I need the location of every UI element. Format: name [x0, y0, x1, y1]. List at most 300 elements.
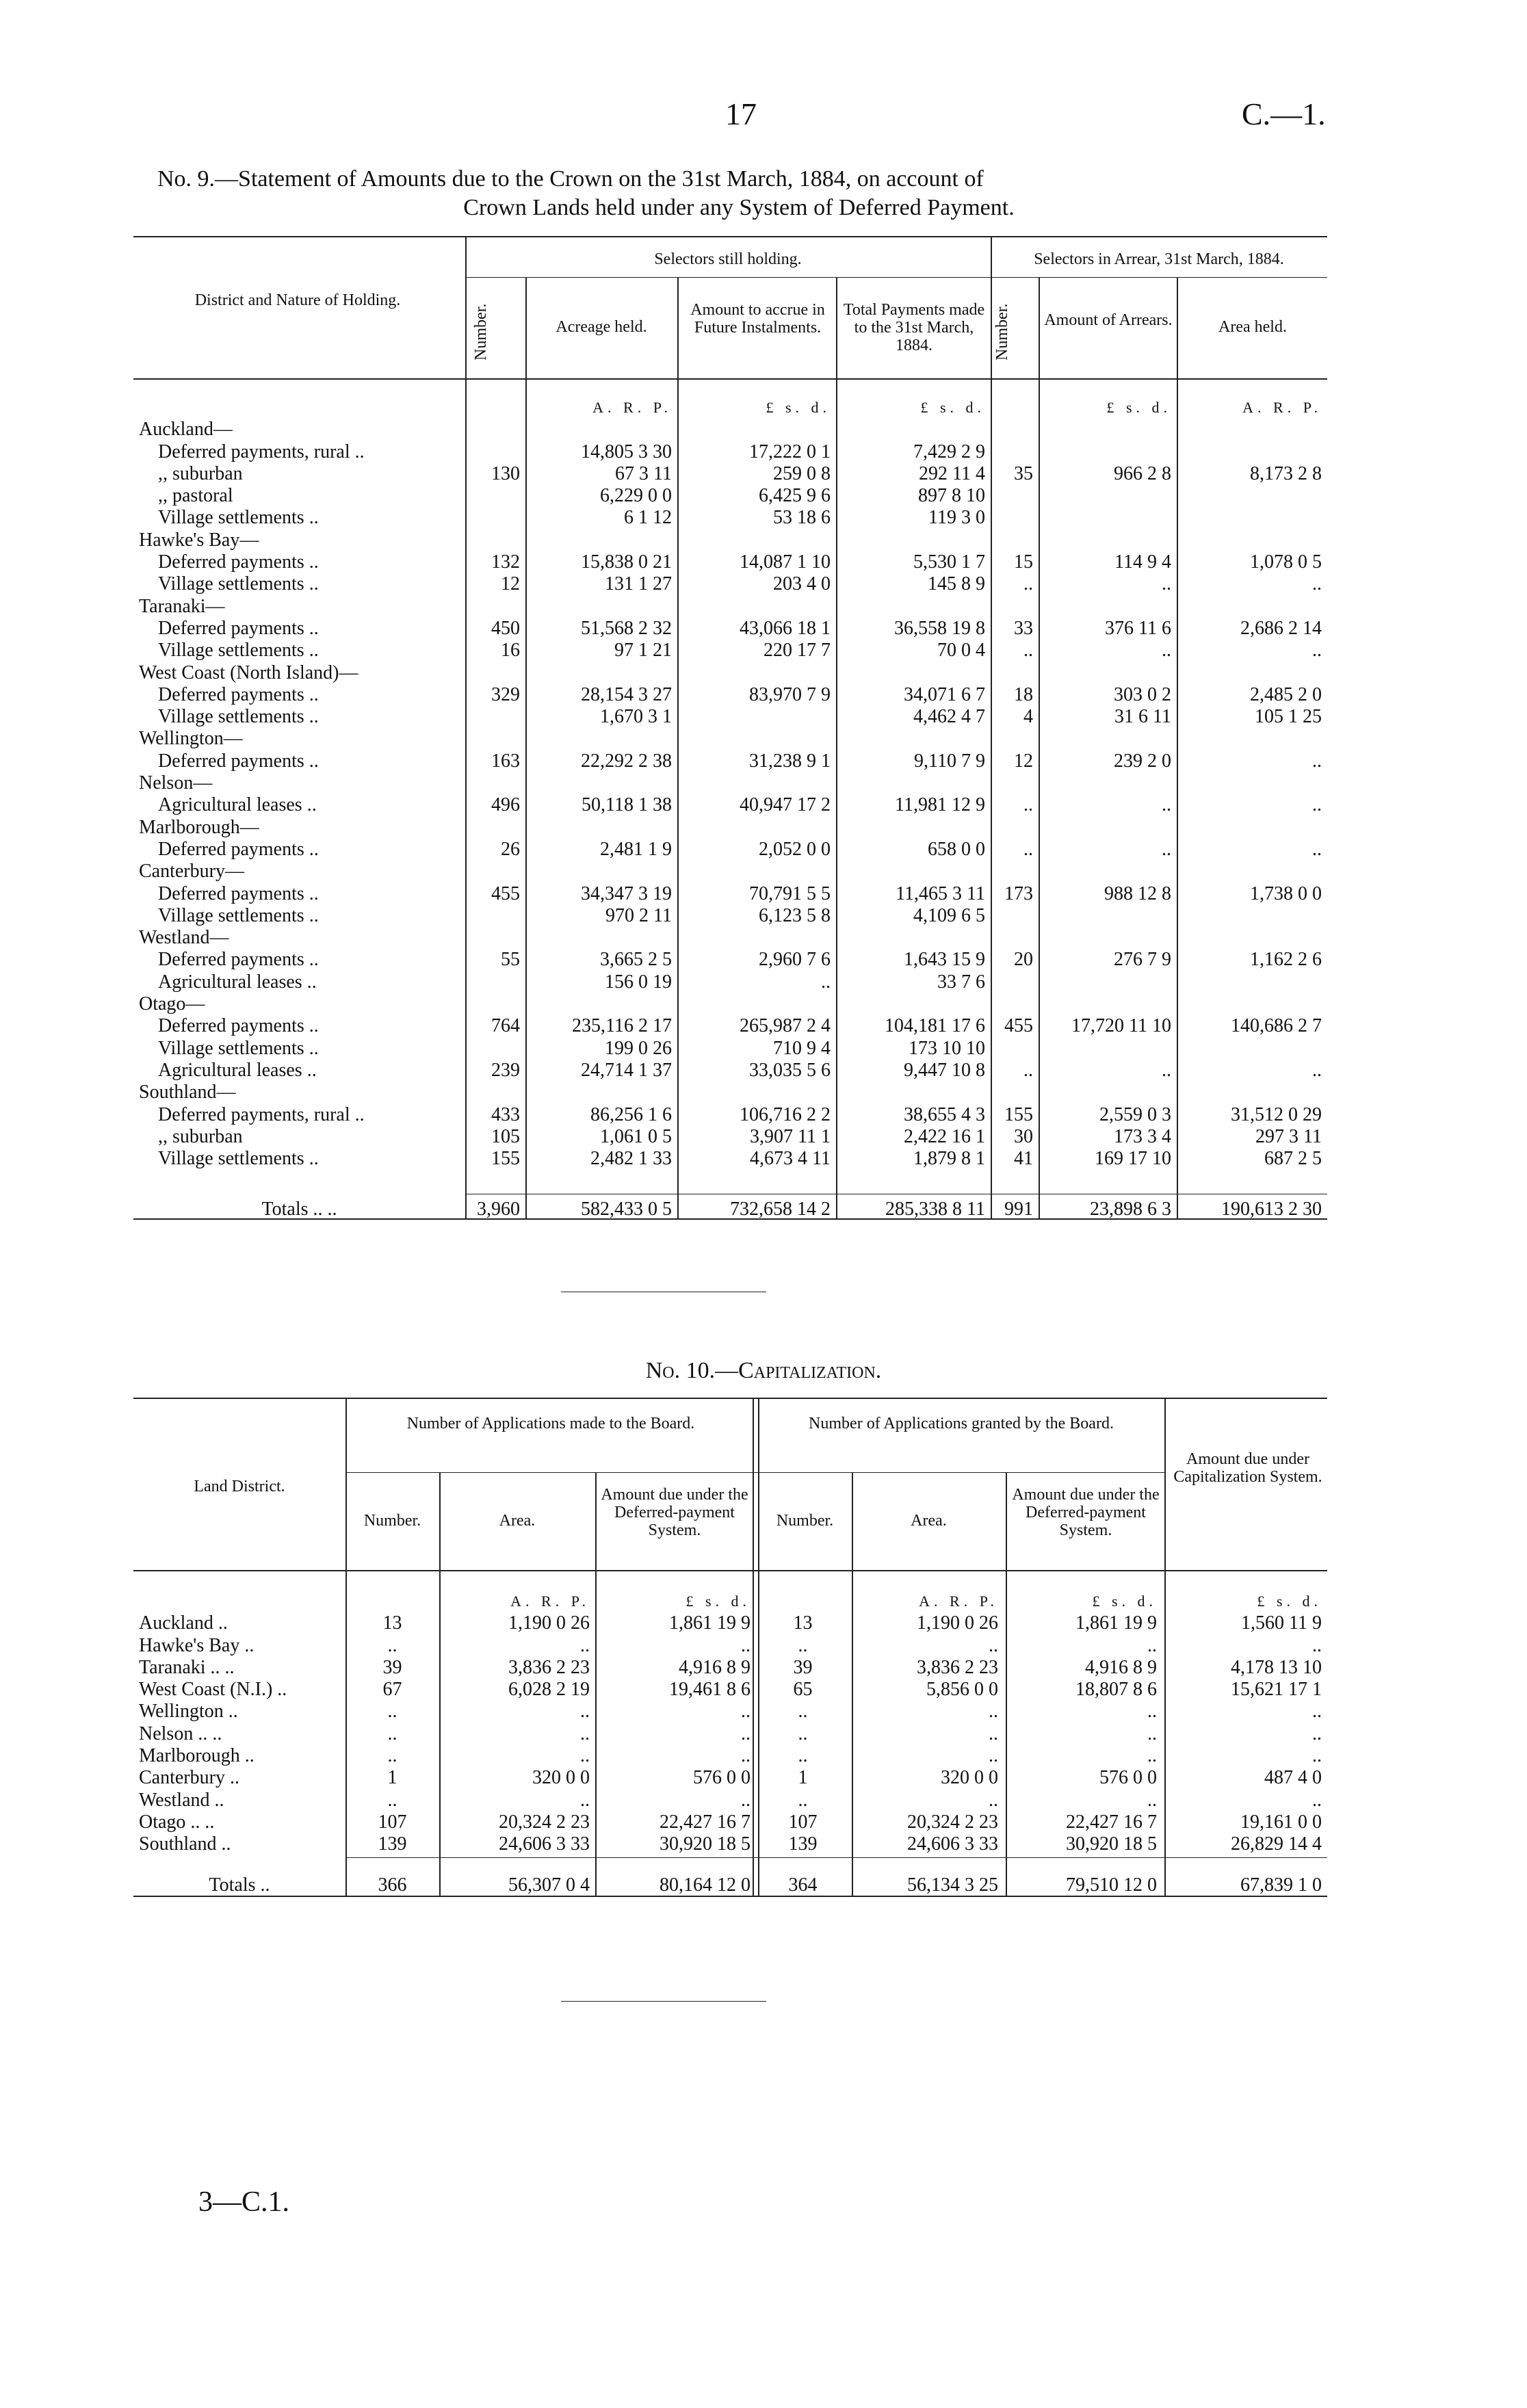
cell-area: ..	[1312, 1059, 1322, 1081]
cell-paid: 36,558 19 8	[894, 617, 985, 639]
cell-fut: 40,947 17 2	[740, 794, 831, 816]
cell-area: 8,173 2 8	[1250, 462, 1322, 484]
cell-num: 455	[491, 882, 520, 904]
cell-num	[465, 706, 525, 728]
holding-label: Village settlements ..	[158, 507, 319, 529]
cell-anum: 20	[1014, 949, 1033, 971]
cell-paid: 292 11 4	[919, 462, 985, 484]
district-name: Westland ..	[139, 1789, 224, 1811]
cell-area: 2,686 2 14	[1240, 617, 1322, 639]
cell-acre: 24,714 1 37	[581, 1059, 672, 1081]
cell-a2: 1,190 0 26	[917, 1612, 998, 1634]
t10-totals-n2: 364	[788, 1874, 818, 1896]
cell-num: 26	[501, 838, 520, 860]
holding-label: Deferred payments ..	[158, 750, 319, 772]
cell-anum	[991, 507, 1039, 529]
cell-area: 140,686 2 7	[1231, 1015, 1322, 1037]
table9-col-number: Number.	[472, 303, 490, 361]
cell-anum	[991, 1038, 1039, 1060]
holding-label: Deferred payments ..	[158, 949, 319, 971]
cell-area	[1177, 1038, 1327, 1060]
cell-fut: 2,052 0 0	[759, 838, 831, 860]
cell-num: 433	[491, 1103, 520, 1125]
cell-arr: ..	[1162, 1059, 1171, 1081]
cell-arr	[1039, 905, 1177, 927]
table10-col-number-made: Number.	[363, 1512, 421, 1530]
cell-anum	[991, 441, 1039, 463]
t10-totals-n1: 366	[378, 1874, 407, 1896]
cell-a1: ..	[580, 1789, 590, 1811]
table9-col-district: District and Nature of Holding.	[194, 291, 401, 309]
holding-label: Deferred payments, rural ..	[158, 1103, 365, 1125]
holding-label: Deferred payments ..	[158, 551, 319, 573]
cell-anum	[991, 905, 1039, 927]
cell-anum: ..	[1023, 838, 1033, 860]
cell-d1: 19,461 8 6	[669, 1679, 751, 1701]
cell-cap: ..	[1312, 1745, 1322, 1767]
table-row	[133, 1060, 1327, 1082]
district-name: West Coast (N.I.) ..	[139, 1679, 287, 1701]
cell-acre: 22,292 2 38	[581, 750, 672, 772]
district-name: Hawke's Bay—	[139, 529, 259, 551]
table10-units-row	[133, 1591, 1327, 1612]
district-heading-row	[133, 772, 1327, 794]
table-row	[133, 618, 1327, 640]
cell-d2: ..	[1147, 1723, 1157, 1744]
table-row	[133, 1723, 1327, 1745]
cell-fut: 3,907 11 1	[750, 1125, 831, 1147]
cell-d2: 4,916 8 9	[1085, 1656, 1157, 1678]
cell-d2: 18,807 8 6	[1075, 1679, 1157, 1701]
holding-label: Village settlements ..	[158, 573, 319, 595]
cell-n2: 39	[793, 1656, 813, 1678]
t10-totals-label: Totals ..	[209, 1874, 270, 1896]
table10-col-area-granted: Area.	[911, 1512, 947, 1530]
cell-a1: 1,190 0 26	[508, 1612, 590, 1634]
district-name: Auckland ..	[139, 1612, 228, 1634]
cell-anum: 155	[1004, 1103, 1033, 1125]
cell-fut: 259 0 8	[773, 462, 831, 484]
cell-paid: 7,429 2 9	[913, 441, 985, 462]
cell-arr: 17,720 11 10	[1071, 1015, 1171, 1037]
table10-col-number-granted: Number.	[776, 1512, 834, 1530]
district-heading-row	[133, 728, 1327, 750]
cell-n1: 67	[382, 1679, 402, 1701]
cell-a1: 20,324 2 23	[499, 1811, 590, 1833]
table-row	[133, 706, 1327, 728]
cell-fut: 106,716 2 2	[740, 1103, 831, 1125]
cell-arr: 988 12 8	[1104, 882, 1171, 904]
cell-acre: 3,665 2 5	[600, 949, 672, 971]
cell-area: ..	[1312, 573, 1322, 595]
cell-acre: 2,482 1 33	[590, 1148, 672, 1170]
cell-arr: 239 2 0	[1114, 750, 1171, 772]
cell-cap: 15,621 17 1	[1231, 1679, 1322, 1701]
table-row	[133, 441, 1327, 463]
district-name: Southland—	[139, 1082, 236, 1103]
holding-label: Village settlements ..	[158, 904, 319, 926]
cell-d2: 576 0 0	[1099, 1767, 1157, 1789]
cell-anum: 12	[1014, 750, 1033, 772]
cell-d2: ..	[1147, 1745, 1157, 1767]
cell-paid: 145 8 9	[928, 573, 985, 595]
cell-a1: ..	[580, 1745, 590, 1767]
cell-d1: ..	[741, 1701, 751, 1723]
table10-col-due-cap: Amount due under Capitalization System.	[1173, 1450, 1322, 1486]
cell-area	[1177, 507, 1327, 529]
cell-area: 105 1 25	[1255, 706, 1322, 728]
cell-fut: 17,222 0 1	[749, 441, 831, 462]
cell-anum: 15	[1014, 551, 1033, 573]
table-row	[133, 1635, 1327, 1657]
t10-totals-d1: 80,164 12 0	[660, 1874, 751, 1896]
cell-paid: 9,447 10 8	[904, 1059, 985, 1081]
district-heading-row	[133, 817, 1327, 839]
table10-group-made: Number of Applications made to the Board.	[406, 1415, 695, 1432]
cell-d2: 22,427 16 7	[1066, 1811, 1157, 1833]
cell-fut: ..	[821, 971, 831, 993]
document-reference: C.—1.	[1242, 96, 1326, 131]
holding-label: Deferred payments, rural ..	[158, 441, 365, 462]
holding-label: ,, suburban	[158, 462, 243, 484]
table-row	[133, 1038, 1327, 1060]
cell-acre: 1,670 3 1	[600, 706, 672, 728]
holding-label: Deferred payments ..	[158, 882, 319, 904]
cell-n1: ..	[387, 1789, 397, 1811]
cell-fut: 220 17 7	[763, 640, 831, 662]
table-row	[133, 1148, 1327, 1170]
table9-units-row	[133, 397, 1327, 419]
table10-totals-row	[133, 1874, 1327, 1896]
cell-n2: 65	[793, 1679, 813, 1701]
cell-num: 132	[491, 551, 520, 573]
cell-anum: 33	[1014, 617, 1033, 639]
totals-arrears: 23,898 6 3	[1090, 1199, 1171, 1220]
cell-num: 155	[491, 1148, 520, 1170]
cell-cap: ..	[1312, 1634, 1322, 1656]
cell-acre: 97 1 21	[614, 640, 672, 662]
table-row	[133, 1767, 1327, 1789]
cell-fut: 43,066 18 1	[740, 617, 831, 639]
cell-arr: 276 7 9	[1114, 949, 1171, 971]
cell-arr	[1039, 485, 1177, 507]
cell-d1: 4,916 8 9	[679, 1656, 751, 1678]
cell-n2: ..	[798, 1701, 808, 1723]
cell-area: 297 3 11	[1255, 1125, 1322, 1147]
cell-paid: 5,530 1 7	[913, 551, 985, 573]
cell-a1: 24,606 3 33	[499, 1833, 590, 1855]
cell-a1: ..	[580, 1634, 590, 1656]
units-area: A. R. P.	[1242, 399, 1322, 416]
district-name: Marlborough—	[139, 816, 259, 838]
district-name: Canterbury—	[139, 861, 244, 882]
cell-cap: ..	[1312, 1723, 1322, 1744]
district-name: Otago—	[139, 993, 205, 1015]
table-row	[133, 640, 1327, 662]
table-row	[133, 794, 1327, 816]
district-name: Taranaki—	[139, 595, 225, 617]
page-number: 17	[725, 96, 757, 131]
table10-col-district: Land District.	[194, 1478, 285, 1495]
table10-col-due-def-granted: Amount due under the Deferred-payment System.	[1012, 1486, 1160, 1539]
cell-fut: 6,123 5 8	[759, 904, 831, 926]
cell-area: ..	[1312, 750, 1322, 772]
cell-acre: 14,805 3 30	[581, 441, 672, 462]
cell-paid: 658 0 0	[928, 838, 985, 860]
totals-num: 3,960	[477, 1199, 520, 1220]
cell-fut: 203 4 0	[773, 573, 831, 595]
cell-acre: 50,118 1 38	[582, 794, 672, 816]
district-heading-row	[133, 596, 1327, 618]
cell-num	[465, 485, 525, 507]
table-row	[133, 750, 1327, 772]
cell-arr: 376 11 6	[1105, 617, 1171, 639]
table-row	[133, 1104, 1327, 1126]
table-row	[133, 1833, 1327, 1855]
cell-fut: 33,035 5 6	[749, 1059, 831, 1081]
cell-arr	[1039, 971, 1177, 993]
cell-a1: 6,028 2 19	[508, 1679, 590, 1701]
district-name: Southland ..	[139, 1833, 231, 1855]
table-row	[133, 573, 1327, 595]
units-paid: £ s. d.	[920, 399, 985, 416]
district-heading-row	[133, 1082, 1327, 1103]
table9-col-total-paid: Total Payments made to the 31st March, 1884.	[843, 301, 985, 354]
holding-label: Deferred payments ..	[158, 617, 319, 639]
cell-num: 496	[491, 794, 520, 816]
cell-n1: 1	[387, 1767, 397, 1789]
table-row	[133, 551, 1327, 573]
cell-arr: 303 0 2	[1114, 683, 1171, 705]
cell-d2: 30,920 18 5	[1066, 1833, 1157, 1855]
units-money-made: £ s. d.	[686, 1593, 751, 1610]
cell-paid: 1,879 8 1	[913, 1148, 985, 1170]
district-heading-row	[133, 993, 1327, 1015]
cell-area: ..	[1312, 794, 1322, 816]
cell-num: 55	[501, 949, 520, 971]
totals-acreage: 582,433 0 5	[581, 1199, 672, 1220]
units-money-cap: £ s. d.	[1257, 1593, 1322, 1610]
cell-area	[1177, 905, 1327, 927]
district-name: Marlborough ..	[139, 1745, 254, 1767]
totals-arr-num: 991	[1004, 1199, 1033, 1220]
cell-acre: 86,256 1 6	[590, 1103, 672, 1125]
district-heading-row	[133, 419, 1327, 441]
cell-acre: 1,061 0 5	[600, 1125, 672, 1147]
cell-a2: 3,836 2 23	[917, 1656, 998, 1678]
table-row	[133, 905, 1327, 927]
cell-d1: 1,861 19 9	[669, 1612, 751, 1634]
table9-col-future: Amount to accrue in Future Instalments.	[690, 301, 825, 337]
footer-signature: 3—C.1.	[198, 2186, 290, 2218]
cell-arr: 31 6 11	[1114, 706, 1171, 728]
cell-fut: 710 9 4	[773, 1037, 831, 1059]
cell-num	[465, 1038, 525, 1060]
holding-label: Deferred payments ..	[158, 683, 319, 705]
units-area-made: A. R. P.	[510, 1593, 590, 1610]
cell-acre: 15,838 0 21	[581, 551, 672, 573]
cell-anum: 35	[1014, 462, 1033, 484]
cell-d1: ..	[741, 1634, 751, 1656]
cell-cap: 487 4 0	[1264, 1767, 1322, 1789]
cell-arr: 2,559 0 3	[1099, 1103, 1171, 1125]
table9-col-acreage: Acreage held.	[556, 318, 647, 336]
cell-n2: 13	[793, 1612, 813, 1634]
cell-a2: 20,324 2 23	[907, 1811, 998, 1833]
cell-paid: 70 0 4	[937, 640, 985, 662]
cell-area	[1177, 485, 1327, 507]
table10-title: No. 10.—Capitalization.	[645, 1358, 882, 1383]
cell-n2: ..	[798, 1789, 808, 1811]
table9	[133, 397, 1327, 1170]
cell-arr: ..	[1162, 794, 1171, 816]
cell-anum	[991, 971, 1039, 993]
cell-paid: 119 3 0	[928, 507, 985, 529]
cell-num	[465, 971, 525, 993]
cell-arr: ..	[1162, 573, 1171, 595]
cell-n2: ..	[798, 1745, 808, 1767]
cell-num: 12	[501, 573, 520, 595]
holding-label: Agricultural leases ..	[158, 1059, 317, 1081]
table-row	[133, 684, 1327, 706]
cell-arr: ..	[1162, 838, 1171, 860]
table10-col-area-made: Area.	[499, 1512, 536, 1530]
cell-a2: 24,606 3 33	[907, 1833, 998, 1855]
table-row	[133, 485, 1327, 507]
cell-num: 130	[491, 462, 520, 484]
cell-n1: ..	[387, 1701, 397, 1723]
table-row	[133, 1745, 1327, 1767]
cell-paid: 11,981 12 9	[895, 794, 985, 816]
cell-arr: 966 2 8	[1114, 462, 1171, 484]
cell-cap: 19,161 0 0	[1240, 1811, 1322, 1833]
cell-d1: ..	[741, 1723, 751, 1744]
cell-paid: 173 10 10	[909, 1037, 985, 1059]
table-row	[133, 1701, 1327, 1723]
cell-area: 2,485 2 0	[1250, 683, 1322, 705]
cell-num	[465, 441, 525, 463]
cell-a2: ..	[989, 1701, 998, 1723]
cell-arr	[1039, 441, 1177, 463]
cell-anum: 455	[1004, 1015, 1033, 1037]
cell-paid: 4,109 6 5	[913, 904, 985, 926]
cell-num: 16	[501, 640, 520, 662]
cell-a2: 320 0 0	[941, 1767, 998, 1789]
cell-n2: 1	[798, 1767, 808, 1789]
holding-label: Village settlements ..	[158, 640, 319, 662]
table9-col-area: Area held.	[1218, 318, 1287, 336]
district-name: Nelson .. ..	[139, 1723, 222, 1744]
cell-acre: 131 1 27	[605, 573, 672, 595]
cell-a1: ..	[580, 1723, 590, 1744]
holding-label: Village settlements ..	[158, 1148, 319, 1170]
table-row	[133, 1126, 1327, 1148]
cell-arr: 173 3 4	[1114, 1125, 1171, 1147]
cell-a2: 5,856 0 0	[926, 1679, 998, 1701]
cell-paid: 2,422 16 1	[904, 1125, 985, 1147]
cell-n2: 107	[788, 1811, 818, 1833]
table-row	[133, 949, 1327, 971]
table9-title-line1: No. 9.—Statement of Amounts due to the Crown on the 31st March, 1884, on account of	[157, 166, 984, 192]
cell-arr: 169 17 10	[1095, 1148, 1171, 1170]
cell-d2: 1,861 19 9	[1075, 1612, 1157, 1634]
cell-fut: 31,238 9 1	[749, 750, 831, 772]
totals-paid: 285,338 8 11	[885, 1199, 985, 1220]
units-arrears: £ s. d.	[1106, 399, 1171, 416]
cell-num: 764	[491, 1015, 520, 1037]
district-name: Nelson—	[139, 772, 213, 794]
t10-totals-a1: 56,307 0 4	[508, 1874, 590, 1896]
table10-totals	[133, 1874, 1327, 1896]
cell-anum: 173	[1004, 882, 1033, 904]
cell-area: 31,512 0 29	[1231, 1103, 1322, 1125]
cell-acre: 156 0 19	[605, 971, 672, 993]
cell-fut: 4,673 4 11	[750, 1148, 831, 1170]
table-row	[133, 1679, 1327, 1701]
cell-a2: ..	[989, 1789, 998, 1811]
cell-acre: 67 3 11	[615, 462, 672, 484]
cell-fut: 2,960 7 6	[759, 949, 831, 971]
cell-area	[1177, 971, 1327, 993]
cell-fut: 6,425 9 6	[759, 485, 831, 507]
units-money-granted: £ s. d.	[1092, 1593, 1157, 1610]
cell-num: 239	[491, 1059, 520, 1081]
holding-label: Agricultural leases ..	[158, 971, 317, 993]
district-name: West Coast (North Island)—	[139, 662, 358, 683]
cell-area: 1,162 2 6	[1250, 949, 1322, 971]
cell-num: 163	[491, 750, 520, 772]
cell-acre: 6,229 0 0	[600, 485, 672, 507]
cell-n2: 139	[788, 1833, 818, 1855]
holding-label: ,, suburban	[158, 1125, 243, 1147]
t10-totals-a2: 56,134 3 25	[907, 1874, 998, 1896]
cell-acre: 235,116 2 17	[572, 1015, 672, 1037]
cell-cap: 1,560 11 9	[1241, 1612, 1322, 1634]
table-row	[133, 839, 1327, 861]
cell-acre: 970 2 11	[605, 904, 672, 926]
cell-n1: 139	[378, 1833, 407, 1855]
cell-arr	[1039, 507, 1177, 529]
table-row	[133, 1790, 1327, 1811]
cell-n1: ..	[387, 1634, 397, 1656]
table-row	[133, 1657, 1327, 1679]
holding-label: Village settlements ..	[158, 1037, 319, 1059]
holding-label: ,, pastoral	[158, 485, 233, 507]
cell-n1: 13	[382, 1612, 402, 1634]
cell-acre: 28,154 3 27	[581, 683, 672, 705]
cell-acre: 34,347 3 19	[581, 882, 672, 904]
cell-num: 105	[491, 1125, 520, 1147]
totals-area: 190,613 2 30	[1221, 1199, 1322, 1220]
table9-group-holding: Selectors still holding.	[654, 250, 802, 268]
table10-group-granted: Number of Applications granted by the Board.	[809, 1415, 1114, 1432]
cell-d2: ..	[1147, 1789, 1157, 1811]
cell-anum: 41	[1014, 1148, 1033, 1170]
table-row	[133, 1811, 1327, 1833]
cell-num	[465, 507, 525, 529]
cell-paid: 897 8 10	[918, 485, 985, 507]
cell-fut: 265,987 2 4	[740, 1015, 831, 1037]
cell-anum: 30	[1014, 1125, 1033, 1147]
t10-totals-cap: 67,839 1 0	[1240, 1874, 1322, 1896]
table9-col-arr-number: Number.	[993, 303, 1011, 361]
cell-n1: ..	[387, 1723, 397, 1744]
cell-anum: ..	[1023, 794, 1033, 816]
holding-label: Deferred payments ..	[158, 838, 319, 860]
cell-paid: 34,071 6 7	[904, 683, 985, 705]
cell-d2: ..	[1147, 1634, 1157, 1656]
totals-label: Totals .. ..	[261, 1199, 337, 1220]
